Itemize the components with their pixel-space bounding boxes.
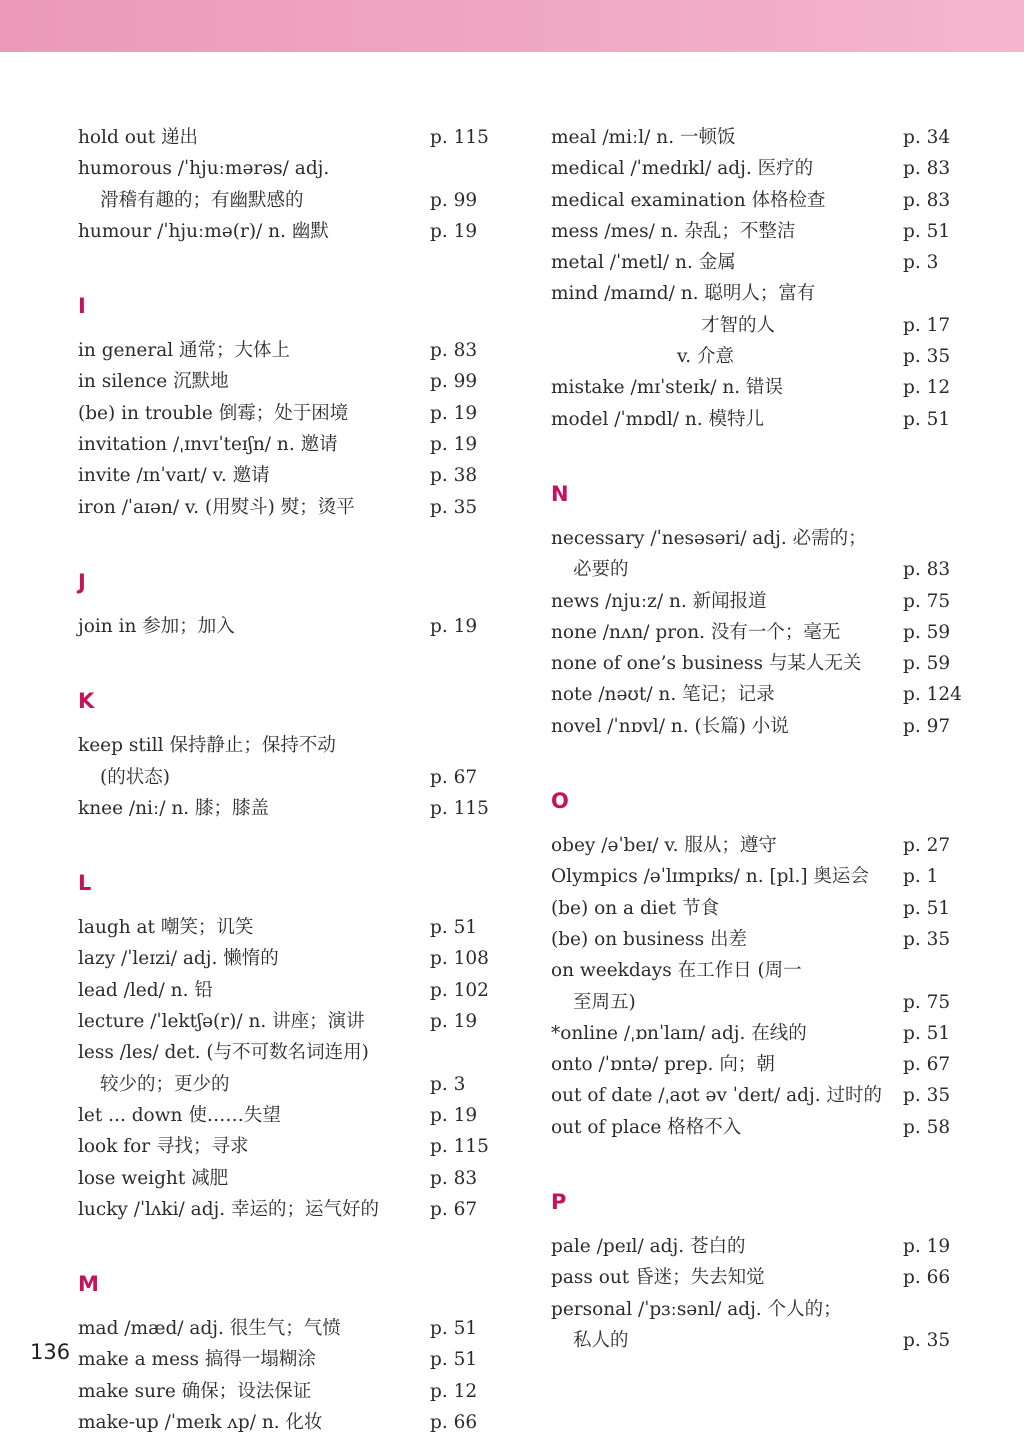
entry-page-ref: p. 35 (430, 496, 478, 518)
entry-text: make a mess 搞得一塌糊涂 (78, 1349, 316, 1371)
glossary-entry (78, 730, 498, 761)
entry-page-ref: p. 75 (903, 991, 951, 1013)
entry-text: none /nʌn/ pron. 没有一个；毫无 (551, 621, 841, 643)
glossary-entry (551, 310, 971, 341)
glossary-entry (551, 1049, 971, 1080)
glossary-entry (78, 492, 498, 523)
entry-text: (be) in trouble 倒霉；处于困境 (78, 402, 349, 424)
glossary-entry (551, 523, 971, 554)
entry-page-ref: p. 66 (903, 1267, 951, 1289)
glossary-entry (551, 554, 971, 585)
glossary-entry (78, 398, 498, 429)
glossary-entry (551, 1231, 971, 1262)
glossary-entry (78, 975, 498, 1006)
entry-text: v. 介意 (677, 346, 735, 368)
glossary-entry (78, 611, 498, 642)
glossary-entry (551, 153, 971, 184)
entry-page-ref: p. 19 (903, 1236, 951, 1258)
glossary-entry (551, 1325, 971, 1356)
glossary-entry (551, 861, 971, 892)
entry-page-ref: p. 17 (903, 314, 951, 336)
glossary-entry (551, 711, 971, 742)
entry-page-ref: p. 27 (903, 835, 951, 857)
entry-text: novel /ˈnɒvl/ n. (长篇) 小说 (551, 715, 789, 737)
glossary-entry (78, 429, 498, 460)
glossary-entry (551, 185, 971, 216)
glossary-entry (551, 247, 971, 278)
entry-page-ref: p. 58 (903, 1116, 951, 1138)
glossary-column-right (551, 122, 971, 1356)
section-gap (78, 642, 498, 670)
entry-page-ref: p. 124 (903, 684, 962, 706)
entry-page-ref: p. 115 (430, 1136, 489, 1158)
entry-text: meal /miːl/ n. 一顿饭 (551, 127, 736, 148)
entry-page-ref: p. 19 (430, 402, 478, 424)
entry-text: lecture /ˈlektʃə(r)/ n. 讲座；演讲 (78, 1011, 365, 1033)
entry-text: on weekdays 在工作日 (周一 (551, 960, 802, 982)
glossary-entry (551, 372, 971, 403)
entry-page-ref: p. 35 (903, 1085, 951, 1107)
entry-text: humorous /ˈhjuːmərəs/ adj. (78, 158, 330, 180)
entry-page-ref: p. 97 (903, 715, 951, 737)
entry-page-ref: p. 19 (430, 615, 478, 637)
entry-page-ref: p. 51 (430, 917, 478, 939)
section-letter: O (551, 789, 569, 814)
glossary-entry (551, 617, 971, 648)
entry-page-ref: p. 67 (430, 766, 478, 788)
glossary-entry (551, 341, 971, 372)
glossary-entry (551, 216, 971, 247)
entry-text: *online /ˌɒnˈlaɪn/ adj. 在线的 (551, 1022, 807, 1044)
glossary-entry (551, 278, 971, 309)
entry-page-ref: p. 51 (903, 897, 951, 919)
entry-text: pass out 昏迷；失去知觉 (551, 1267, 765, 1289)
entry-text: lead /led/ n. 铅 (78, 979, 213, 1001)
entry-text: news /njuːz/ n. 新闻报道 (551, 590, 767, 612)
entry-text: medical /ˈmedɪkl/ adj. 医疗的 (551, 158, 814, 180)
entry-text: mistake /mɪˈsteɪk/ n. 错误 (551, 377, 784, 399)
glossary-entry (78, 1344, 498, 1375)
glossary-entry (551, 1018, 971, 1049)
entry-page-ref: p. 83 (430, 1167, 478, 1189)
section-gap (78, 1225, 498, 1253)
entry-text: in general 通常；大体上 (78, 340, 291, 362)
glossary-entry (78, 1069, 498, 1100)
glossary-entry (551, 648, 971, 679)
section-letter: P (551, 1190, 567, 1215)
section-gap (78, 824, 498, 852)
entry-text: Olympics /əˈlɪmpɪks/ n. [pl.] 奥运会 (551, 866, 869, 888)
glossary-entry (551, 924, 971, 955)
section-letter: J (78, 569, 86, 594)
entry-text: medical examination 体格检查 (551, 189, 826, 211)
page-number: 136 (30, 1340, 71, 1364)
entry-text: invitation /ˌɪnvɪˈteɪʃn/ n. 邀请 (78, 434, 338, 456)
section-gap (78, 247, 498, 275)
entry-page-ref: p. 35 (903, 346, 951, 368)
entry-text: obey /əˈbeɪ/ v. 服从；遵守 (551, 835, 777, 857)
entry-text: (be) on business 出差 (551, 928, 747, 950)
section-letter: M (78, 1272, 99, 1297)
glossary-entry (78, 1407, 498, 1438)
glossary-entry (551, 830, 971, 861)
entry-text: join in 参加；加入 (78, 615, 235, 637)
entry-text: 滑稽有趣的；有幽默感的 (100, 189, 304, 211)
entry-page-ref: p. 115 (430, 797, 489, 819)
glossary-entry (551, 679, 971, 710)
entry-text: metal /ˈmetl/ n. 金属 (551, 252, 736, 274)
entry-text: lucky /ˈlʌki/ adj. 幸运的；运气好的 (78, 1198, 380, 1220)
section-letter: L (78, 871, 92, 896)
section-gap (78, 523, 498, 551)
entry-text: mess /mes/ n. 杂乱；不整洁 (551, 220, 796, 242)
entry-text: hold out 递出 (78, 127, 199, 148)
glossary-entry (78, 1100, 498, 1131)
entry-page-ref: p. 3 (430, 1073, 466, 1095)
glossary-entry (551, 586, 971, 617)
entry-page-ref: p. 75 (903, 590, 951, 612)
entry-text: personal /ˈpɜːsənl/ adj. 个人的； (551, 1298, 842, 1320)
entry-text: lazy /ˈleɪzi/ adj. 懒惰的 (78, 948, 279, 970)
entry-text: keep still 保持静止；保持不动 (78, 735, 336, 757)
section-letter: K (78, 689, 95, 714)
entry-text: invite /ɪnˈvaɪt/ v. 邀请 (78, 465, 270, 487)
glossary-entry (78, 793, 498, 824)
entry-page-ref: p. 67 (903, 1054, 951, 1076)
entry-text: mind /maɪnd/ n. 聪明人；富有 (551, 283, 816, 305)
glossary-entry (78, 460, 498, 491)
glossary-entry (78, 1376, 498, 1407)
entry-text: out of place 格格不入 (551, 1116, 742, 1138)
entry-page-ref: p. 108 (430, 948, 489, 970)
entry-page-ref: p. 35 (903, 928, 951, 950)
entry-text: 才智的人 (701, 314, 776, 336)
section-gap (551, 742, 971, 770)
glossary-entry (551, 1262, 971, 1293)
glossary-entry (78, 1163, 498, 1194)
entry-page-ref: p. 59 (903, 621, 951, 643)
entry-page-ref: p. 19 (430, 220, 478, 242)
entry-page-ref: p. 83 (903, 158, 951, 180)
glossary-entry (78, 943, 498, 974)
section-letter: I (78, 294, 86, 319)
entry-page-ref: p. 51 (903, 220, 951, 242)
glossary-entry (78, 153, 498, 184)
entry-text: 必要的 (573, 559, 629, 581)
entry-page-ref: p. 12 (430, 1380, 478, 1402)
section-letter: N (551, 481, 569, 506)
glossary-entry (551, 122, 971, 153)
entry-text: 私人的 (573, 1329, 629, 1351)
entry-page-ref: p. 51 (430, 1318, 478, 1340)
glossary-entry (78, 122, 498, 153)
entry-page-ref: p. 19 (430, 434, 478, 456)
entry-text: out of date /ˌaʊt əv ˈdeɪt/ adj. 过时的 (551, 1085, 882, 1107)
entry-text: make-up /ˈmeɪk ʌp/ n. 化妆 (78, 1412, 323, 1434)
entry-text: mad /mæd/ adj. 很生气；气愤 (78, 1318, 341, 1340)
entry-text: necessary /ˈnesəsəri/ adj. 必需的； (551, 527, 867, 549)
entry-text: none of one’s business 与某人无关 (551, 653, 862, 675)
entry-page-ref: p. 12 (903, 377, 951, 399)
section-gap (551, 1143, 971, 1171)
entry-text: pale /peɪl/ adj. 苍白的 (551, 1236, 746, 1258)
entry-page-ref: p. 67 (430, 1198, 478, 1220)
glossary-entry (78, 1313, 498, 1344)
glossary-entry (78, 912, 498, 943)
entry-text: make sure 确保；设法保证 (78, 1380, 312, 1402)
glossary-entry (78, 185, 498, 216)
entry-text: look for 寻找；寻求 (78, 1136, 249, 1158)
top-color-band (0, 0, 1024, 52)
entry-page-ref: p. 35 (903, 1329, 951, 1351)
entry-page-ref: p. 34 (903, 127, 951, 148)
entry-page-ref: p. 59 (903, 653, 951, 675)
entry-text: iron /ˈaɪən/ v. (用熨斗) 熨；烫平 (78, 496, 355, 518)
entry-text: laugh at 嘲笑；讥笑 (78, 917, 254, 939)
glossary-entry (78, 335, 498, 366)
entry-text: (be) on a diet 节食 (551, 897, 719, 919)
glossary-entry (78, 762, 498, 793)
entry-page-ref: p. 99 (430, 189, 478, 211)
glossary-entry (551, 1112, 971, 1143)
entry-text: 较少的；更少的 (100, 1073, 230, 1095)
entry-page-ref: p. 19 (430, 1011, 478, 1033)
entry-text: (的状态) (100, 766, 170, 788)
entry-page-ref: p. 83 (903, 189, 951, 211)
glossary-entry (78, 366, 498, 397)
glossary-column-left (78, 122, 498, 1438)
glossary-entry (551, 893, 971, 924)
entry-page-ref: p. 115 (430, 127, 489, 148)
glossary-entry (551, 1080, 971, 1111)
section-gap (551, 435, 971, 463)
entry-page-ref: p. 102 (430, 979, 489, 1001)
entry-text: less /les/ det. (与不可数名词连用) (78, 1042, 369, 1064)
entry-page-ref: p. 51 (903, 1022, 951, 1044)
entry-page-ref: p. 51 (903, 408, 951, 430)
entry-text: lose weight 减肥 (78, 1167, 229, 1189)
glossary-entry (551, 404, 971, 435)
entry-page-ref: p. 38 (430, 465, 478, 487)
entry-page-ref: p. 19 (430, 1104, 478, 1126)
entry-page-ref: p. 83 (903, 559, 951, 581)
entry-page-ref: p. 83 (430, 340, 478, 362)
entry-text: knee /niː/ n. 膝；膝盖 (78, 797, 269, 819)
entry-text: in silence 沉默地 (78, 371, 229, 393)
entry-text: 至周五) (573, 991, 636, 1013)
entry-text: let ... down 使……失望 (78, 1104, 281, 1126)
glossary-entry (78, 1194, 498, 1225)
entry-text: onto /ˈɒntə/ prep. 向；朝 (551, 1054, 775, 1076)
glossary-entry (78, 216, 498, 247)
glossary-entry (551, 987, 971, 1018)
entry-page-ref: p. 3 (903, 252, 939, 274)
glossary-entry (551, 955, 971, 986)
glossary-entry (78, 1037, 498, 1068)
glossary-entry (78, 1131, 498, 1162)
entry-page-ref: p. 99 (430, 371, 478, 393)
entry-text: note /nəʊt/ n. 笔记；记录 (551, 684, 775, 706)
glossary-entry (78, 1006, 498, 1037)
glossary-entry (551, 1294, 971, 1325)
entry-page-ref: p. 51 (430, 1349, 478, 1371)
entry-text: model /ˈmɒdl/ n. 模特儿 (551, 408, 765, 430)
entry-text: humour /ˈhjuːmə(r)/ n. 幽默 (78, 220, 329, 242)
entry-page-ref: p. 1 (903, 866, 939, 888)
entry-page-ref: p. 66 (430, 1412, 478, 1434)
